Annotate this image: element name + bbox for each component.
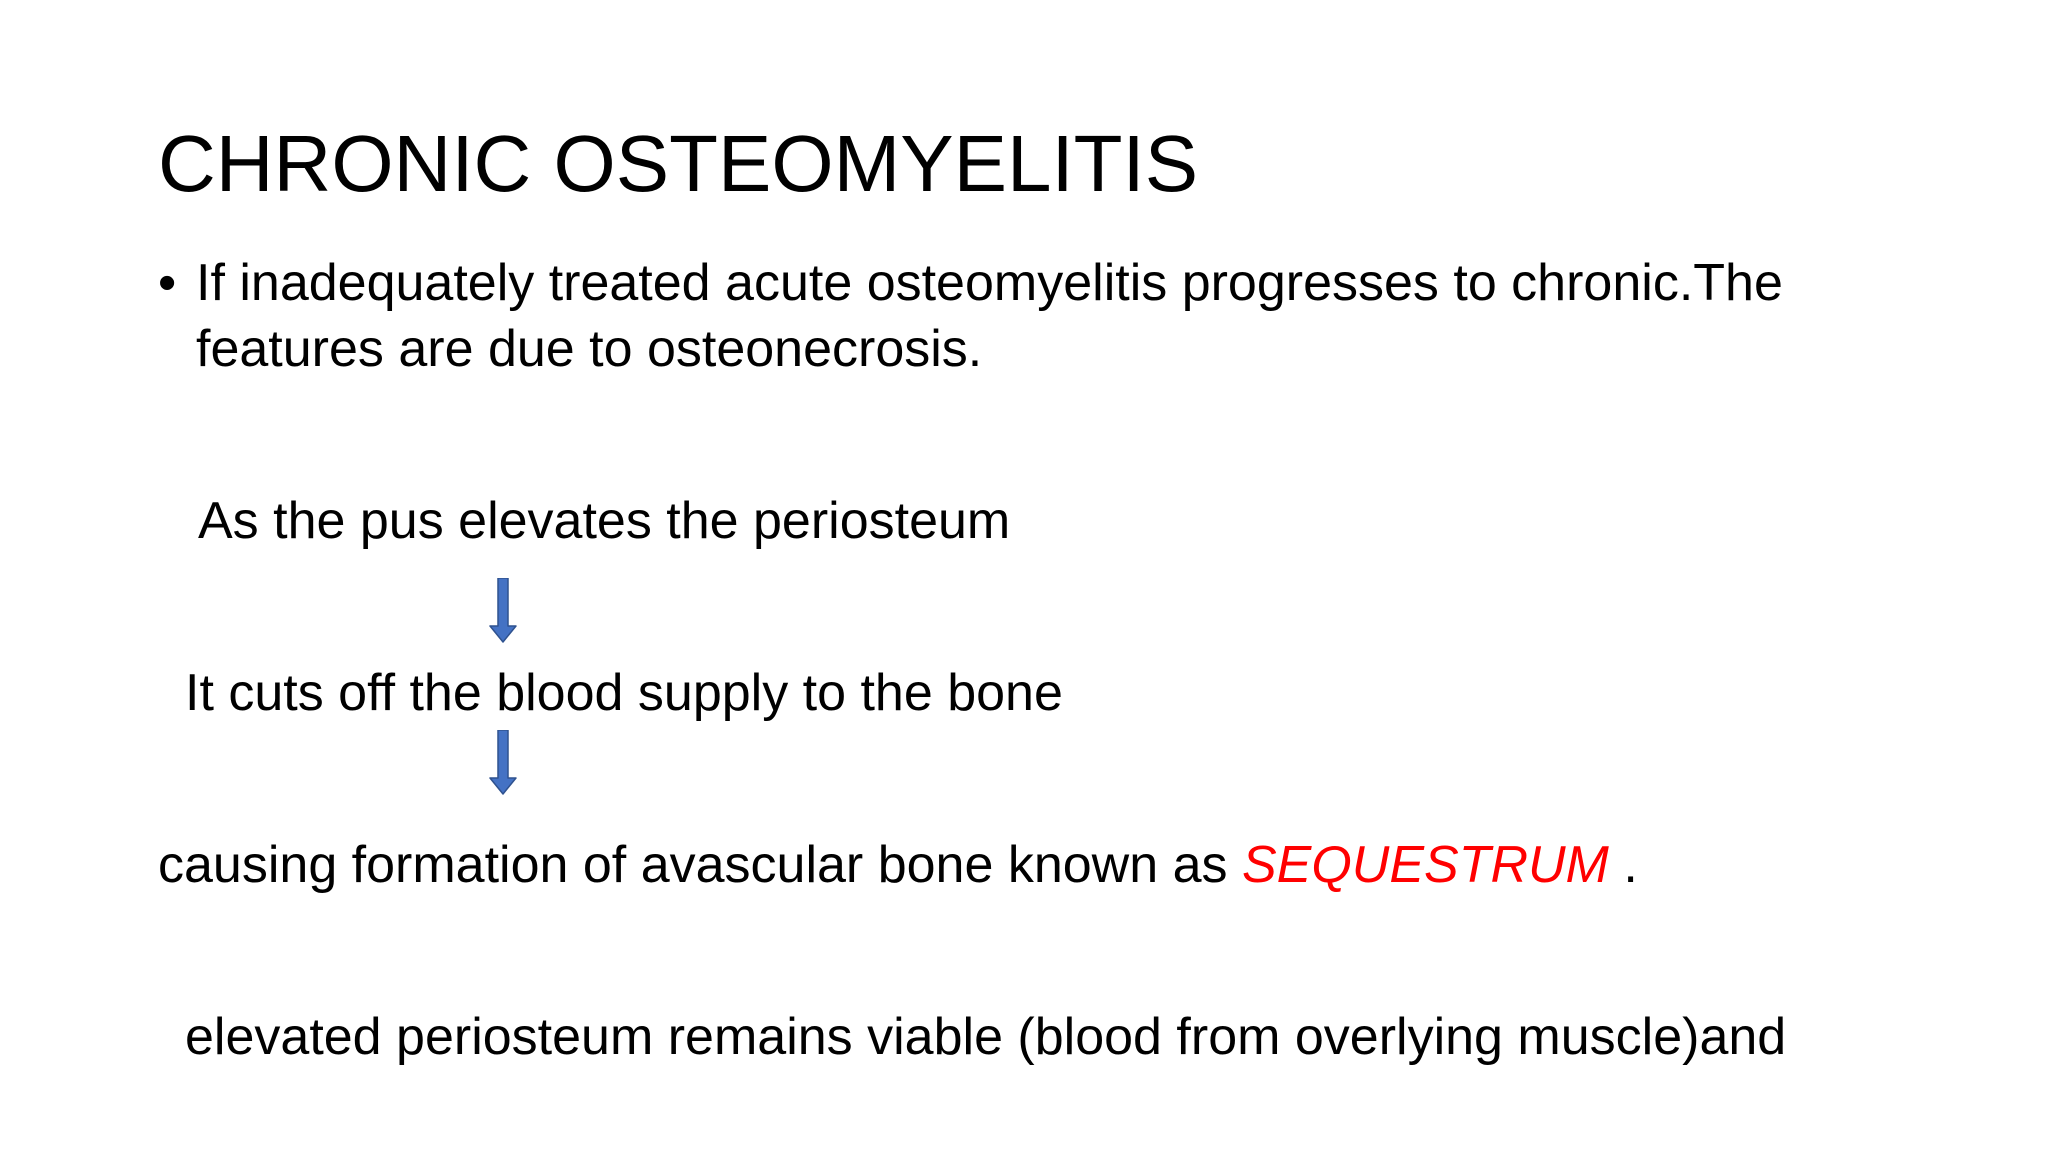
- down-arrow-icon: [488, 730, 518, 796]
- flow-step-3-text: causing formation of avascular bone known as: [158, 836, 1242, 894]
- bullet-item: [158, 250, 1918, 382]
- down-arrow-icon: [488, 578, 518, 644]
- flow-step-3: [158, 834, 1638, 896]
- flow-step-2: It cuts off the blood supply to the bone: [185, 664, 1063, 722]
- sequestrum-term: SEQUESTRUM: [1241, 836, 1609, 894]
- flow-step-1: As the pus elevates the periosteum: [198, 492, 1011, 550]
- flow-step-3-suffix: .: [1608, 836, 1638, 894]
- flow-step-4: elevated periosteum remains viable (blood from overlying muscle)and: [185, 1008, 1787, 1066]
- bullet-marker: •: [158, 254, 177, 312]
- slide-title: CHRONIC OSTEOMYELITIS: [158, 119, 1199, 208]
- bullet-text: If inadequately treated acute osteomyelitis progresses to chronic.The features are due to osteonecrosis.: [196, 254, 1783, 378]
